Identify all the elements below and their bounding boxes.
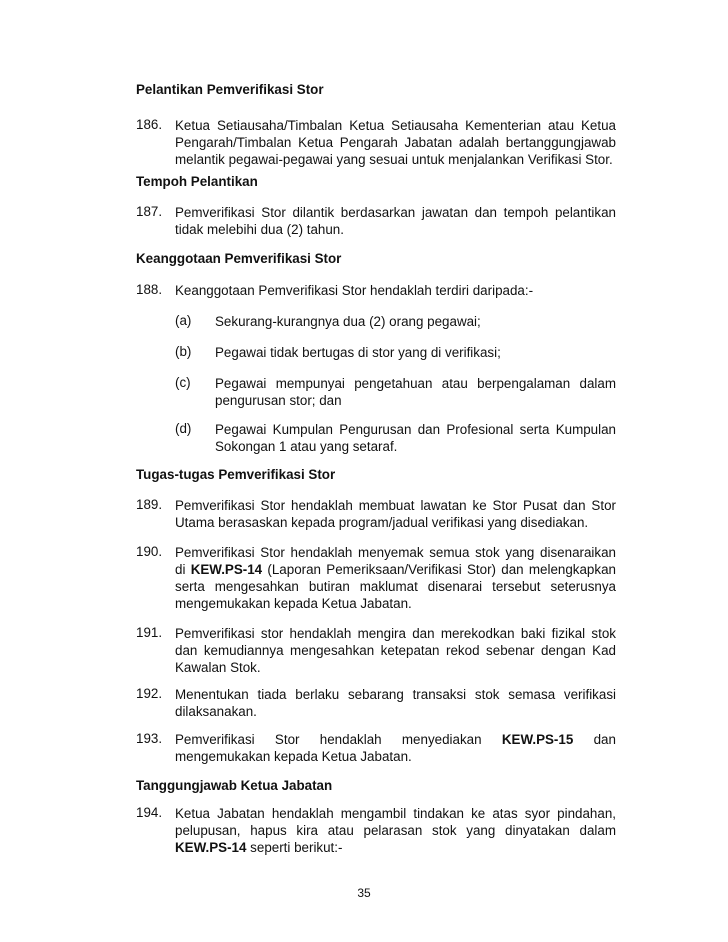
list-item-text: Pegawai Kumpulan Pengurusan dan Profesional serta Kumpulan Sokongan 1 atau yang setaraf.	[215, 422, 616, 454]
heading-pelantikan: Pelantikan Pemverifikasi Stor	[136, 82, 324, 97]
list-item-text: Sekurang-kurangnya dua (2) orang pegawai;	[215, 314, 481, 329]
list-item-label: (a)	[175, 313, 192, 328]
text-run: Ketua Jabatan hendaklah mengambil tindakan ke atas syor pindahan, pelupusan, hapus kira atau pelarasan stok yang dinyatakan dalam	[175, 806, 616, 838]
paragraph-number: 193.	[136, 731, 163, 746]
paragraph-number: 186.	[136, 117, 163, 132]
paragraph-189	[136, 497, 616, 531]
paragraph-text: Pemverifikasi Stor dilantik berdasarkan jawatan dan tempoh pelantikan tidak melebihi dua (2) tahun.	[175, 205, 616, 237]
page-number: 35	[357, 886, 371, 900]
paragraph-text: Ketua Setiausaha/Timbalan Ketua Setiausaha Kementerian atau Ketua Pengarah/Timbalan Ketua Pengarah Jabatan adalah bertanggungjawab melantik pegawai-pegawai yang sesuai untuk menjalankan Verifikasi Stor.	[175, 118, 616, 167]
paragraph-number: 191.	[136, 625, 163, 640]
heading-tugas: Tugas-tugas Pemverifikasi Stor	[136, 467, 336, 482]
word: menyediakan	[401, 732, 482, 747]
paragraph-number: 190.	[136, 544, 163, 559]
paragraph-number: 188.	[136, 282, 163, 297]
text-run: seperti berikut:-	[246, 840, 343, 855]
list-item-c	[175, 375, 616, 409]
paragraph-text: Pemverifikasi stor hendaklah mengira dan merekodkan baki fizikal stok dan kemudiannya mengesahkan ketepatan rekod sebenar dengan Kad Kawalan Stok.	[175, 626, 616, 675]
paragraph-191	[136, 625, 616, 676]
paragraph-190	[136, 544, 616, 612]
list-item-b	[175, 344, 616, 361]
paragraph-193	[136, 731, 616, 765]
form-code-kew-ps-15: KEW.PS-15	[501, 732, 574, 747]
form-code-kew-ps-14: KEW.PS-14	[175, 840, 247, 855]
paragraph-text: Keanggotaan Pemverifikasi Stor hendaklah terdiri daripada:-	[175, 283, 534, 298]
list-item-text: Pegawai tidak bertugas di stor yang di verifikasi;	[215, 345, 501, 360]
list-item-a	[175, 313, 616, 330]
paragraph-text	[175, 805, 616, 856]
heading-keanggotaan: Keanggotaan Pemverifikasi Stor	[136, 251, 342, 266]
paragraph-number: 194.	[136, 805, 163, 820]
paragraph-number: 189.	[136, 497, 163, 512]
heading-tanggungjawab: Tanggungjawab Ketua Jabatan	[136, 778, 333, 793]
heading-tempoh: Tempoh Pelantikan	[136, 174, 258, 189]
paragraph-number: 187.	[136, 204, 163, 219]
list-item-label: (b)	[175, 344, 192, 359]
paragraph-number: 192.	[136, 686, 163, 701]
paragraph-192	[136, 686, 616, 720]
paragraph-text: Pemverifikasi Stor hendaklah membuat lawatan ke Stor Pusat dan Stor Utama berasaskan kepada program/jadual verifikasi yang disediakan.	[175, 498, 616, 530]
list-item-label: (d)	[175, 421, 192, 436]
text-run: (Laporan Pemeriksaan/Verifikasi Stor) dan melengkapkan serta mengesahkan butiran maklumat disenarai tersebut seterusnya mengemukakan kepada Ketua Jabatan.	[175, 562, 616, 611]
word: Pemverifikasi	[175, 732, 255, 747]
text-run: Pemverifikasi Stor hendaklah menyemak semua stok yang disenaraikan di	[175, 545, 616, 577]
list-item-label: (c)	[175, 375, 191, 390]
word: dan	[593, 732, 616, 747]
word: Stor	[274, 732, 300, 747]
paragraph-186	[136, 117, 616, 168]
paragraph-text: Menentukan tiada berlaku sebarang transaksi stok semasa verifikasi dilaksanakan.	[175, 687, 616, 719]
list-item-text: Pegawai mempunyai pengetahuan atau berpengalaman dalam pengurusan stor; dan	[215, 376, 616, 408]
paragraph-194	[136, 805, 616, 856]
paragraph-second-line: mengemukakan kepada Ketua Jabatan.	[175, 749, 412, 764]
form-code-kew-ps-14: KEW.PS-14	[190, 562, 263, 577]
paragraph-text	[175, 544, 616, 612]
word: hendaklah	[319, 732, 382, 747]
paragraph-187	[136, 204, 616, 238]
paragraph-188	[136, 282, 616, 299]
list-item-d	[175, 421, 616, 455]
paragraph-first-line	[175, 731, 616, 748]
